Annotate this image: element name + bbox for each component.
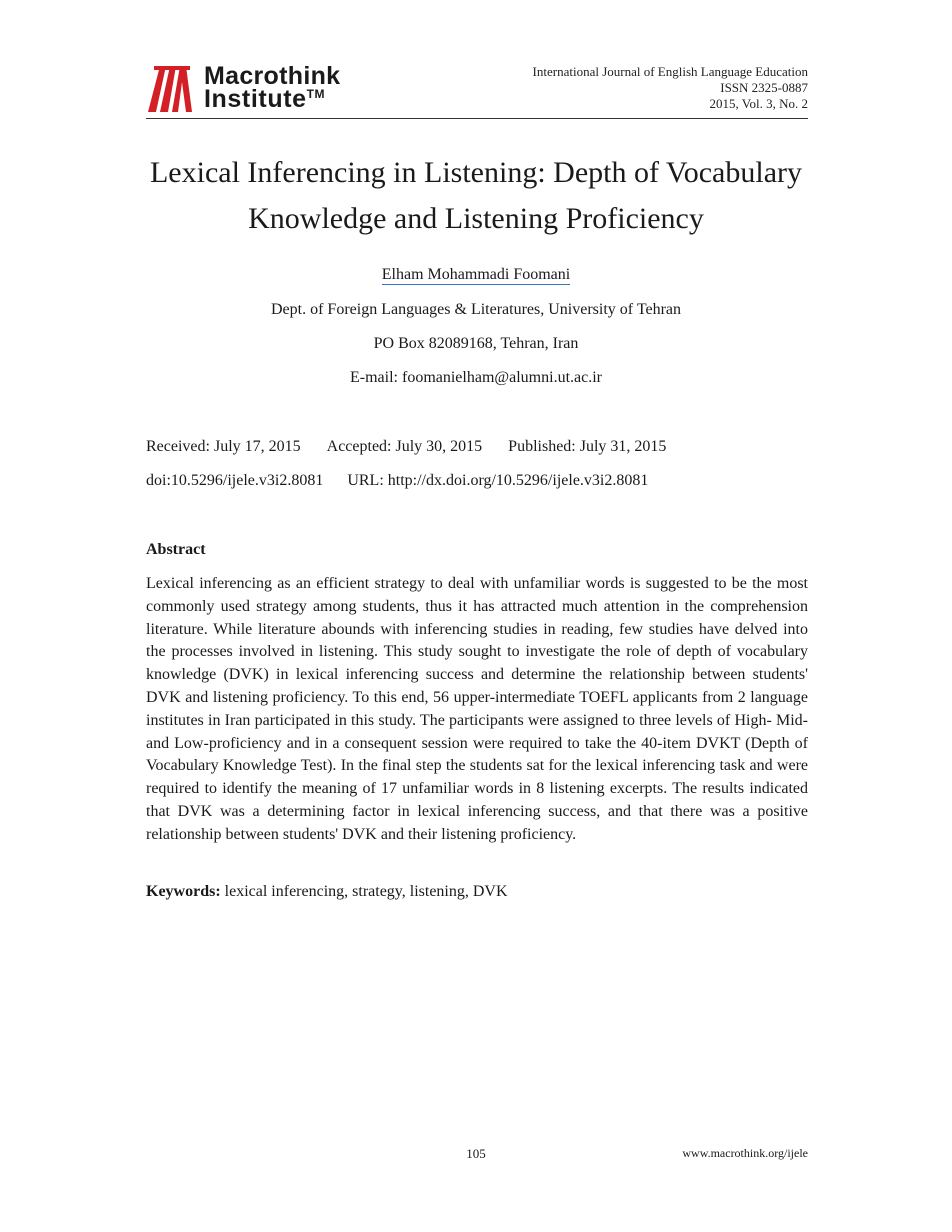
journal-issn: ISSN 2325-0887 [720,80,808,95]
macrothink-logo-mark [146,62,202,112]
keywords [146,883,508,901]
author-link[interactable]: Elham Mohammadi Foomani [381,266,571,283]
abstract-text: Lexical inferencing as an efficient strategy to deal with unfamiliar words is suggested to be the most commonly used strategy among students, thus it has attracted much attention in the comprehension literature. While literature abounds with inferencing studies in reading, few studies have delved into the processes involved in listening. This study sought to investigate the role of depth of vocabulary knowledge (DVK) in lexical inferencing success and determine the relationship between students' DVK and listening proficiency. To this end, 56 upper-intermediate TOEFL applicants from 2 language institutes in Iran participated in this study. The participants were assigned to three levels of High- Mid- and Low-proficiency and in a consequent session were required to take the 40-item DVKT (Depth of Vocabulary Knowledge Test). In the final step the students sat for the lexical inferencing task and were required to identify the meaning of 17 unfamiliar words in 8 listening excerpts. The results indicated that DVK was a determining factor in lexical inferencing success, and that there was a positive relationship between students' DVK and their listening proficiency. [146,575,808,843]
author-name [0,266,952,284]
keywords-text: lexical inferencing, strategy, listening, DVK [224,883,508,900]
author-email: E-mail: foomanielham@alumni.ut.ac.ir [350,369,602,386]
author-department: Dept. of Foreign Languages & Literatures, University of Tehran [270,301,682,318]
author-address: PO Box 82089168, Tehran, Iran [373,335,579,352]
page-number: 105 [466,1146,486,1161]
identifiers [146,472,672,490]
keywords-label: Keywords: [146,883,221,900]
paper-title [100,150,852,242]
journal-name: International Journal of English Language Education [532,64,808,79]
received-date: Received: July 17, 2015 [146,438,301,455]
abstract-heading: Abstract [146,541,206,558]
header-divider [146,118,808,119]
accepted-date: Accepted: July 30, 2015 [326,438,483,455]
journal-volume: 2015, Vol. 3, No. 2 [709,96,808,111]
title-line-2: Knowledge and Listening Proficiency [248,202,704,235]
trademark-sign: TM [306,87,326,101]
doi-url[interactable]: URL: http://dx.doi.org/10.5296/ijele.v3i2.8081 [347,472,649,489]
footer-url[interactable]: www.macrothink.org/ijele [682,1146,808,1160]
published-date: Published: July 31, 2015 [508,438,667,455]
publication-dates [146,438,692,456]
journal-info [533,64,808,112]
publisher-logo [146,60,386,116]
doi-text: doi:10.5296/ijele.v3i2.8081 [146,472,324,489]
logo-text-macrothink: Macrothink [204,62,341,90]
logo-text-institute: Institute™ [204,85,326,113]
title-line-1: Lexical Inferencing in Listening: Depth of Vocabulary [149,156,803,189]
